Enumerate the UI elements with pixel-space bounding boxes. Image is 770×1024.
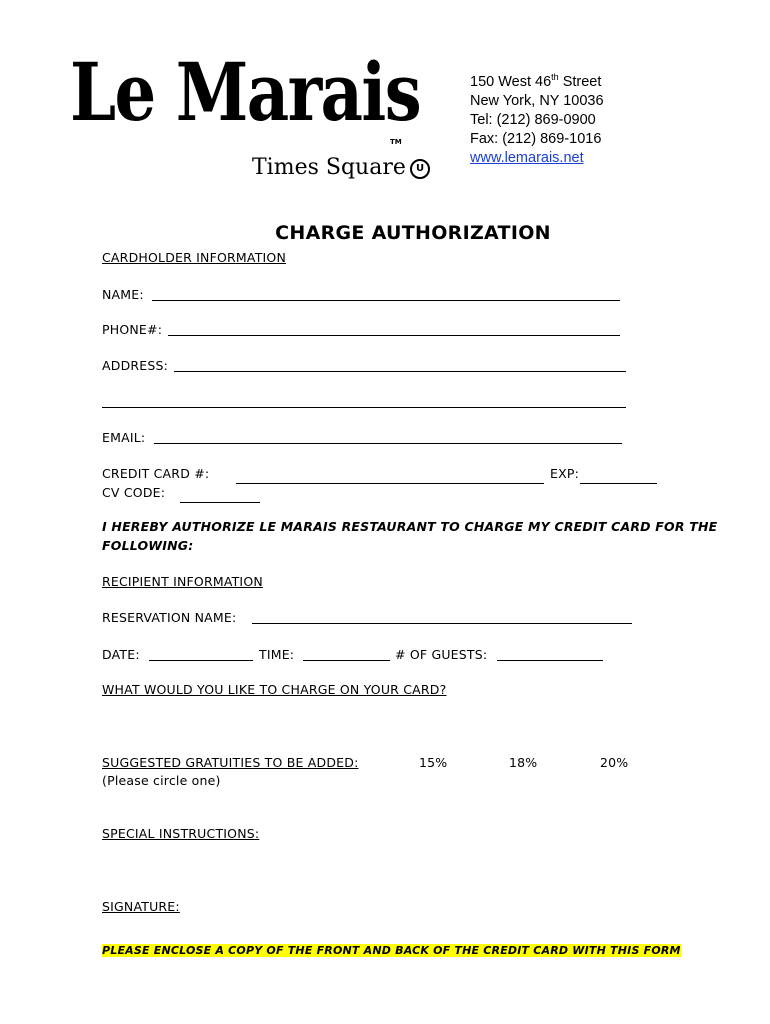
special-instructions-label: SPECIAL INSTRUCTIONS: <box>102 826 260 841</box>
name-field[interactable] <box>152 300 620 301</box>
cv-code-label: CV CODE: <box>102 485 166 500</box>
exp-field[interactable] <box>580 483 657 484</box>
gratuity-option-18[interactable]: 18% <box>509 755 538 770</box>
logo-trademark: TM <box>390 138 402 146</box>
street-address: 150 West 46th Street <box>470 72 602 90</box>
address-label: ADDRESS: <box>102 358 169 373</box>
logo-wordmark: Le Marais <box>70 45 420 139</box>
telephone: Tel: (212) 869-0900 <box>470 111 596 128</box>
fax: Fax: (212) 869-1016 <box>470 130 602 147</box>
signature-label: SIGNATURE: <box>102 899 180 914</box>
reservation-name-label: RESERVATION NAME: <box>102 610 237 625</box>
credit-card-field[interactable] <box>236 483 544 484</box>
gratuity-option-20[interactable]: 20% <box>600 755 629 770</box>
logo <box>70 45 450 192</box>
date-label: DATE: <box>102 647 140 662</box>
time-label: TIME: <box>259 647 295 662</box>
contact-block <box>470 68 604 168</box>
kosher-u-icon: U <box>410 159 430 179</box>
gratuity-note: (Please circle one) <box>102 773 221 788</box>
recipient-heading: RECIPIENT INFORMATION <box>102 574 263 589</box>
guests-field[interactable] <box>497 660 603 661</box>
reservation-name-field[interactable] <box>252 623 632 624</box>
guests-label: # OF GUESTS: <box>395 647 488 662</box>
website-link[interactable]: www.lemarais.net <box>470 149 584 166</box>
gratuity-option-15[interactable]: 15% <box>419 755 448 770</box>
page-title: CHARGE AUTHORIZATION <box>275 222 551 244</box>
date-field[interactable] <box>149 660 253 661</box>
enclose-copy-note: PLEASE ENCLOSE A COPY OF THE FRONT AND BACK OF THE CREDIT CARD WITH THIS FORM <box>102 944 681 957</box>
city-line: New York, NY 10036 <box>470 92 604 109</box>
authorization-statement-2: FOLLOWING: <box>102 538 194 553</box>
exp-label: EXP: <box>550 466 580 481</box>
credit-card-label: CREDIT CARD #: <box>102 466 210 481</box>
cardholder-heading: CARDHOLDER INFORMATION <box>102 250 287 265</box>
charge-question: WHAT WOULD YOU LIKE TO CHARGE ON YOUR CARD? <box>102 682 447 697</box>
phone-label: PHONE#: <box>102 322 163 337</box>
name-label: NAME: <box>102 287 144 302</box>
time-field[interactable] <box>303 660 390 661</box>
logo-subtitle: Times Square <box>252 155 406 180</box>
authorization-statement: I HEREBY AUTHORIZE LE MARAIS RESTAURANT TO CHARGE MY CREDIT CARD FOR THE <box>102 519 718 534</box>
address-field[interactable] <box>174 371 626 372</box>
phone-field[interactable] <box>168 335 620 336</box>
email-field[interactable] <box>154 443 622 444</box>
address-field-2[interactable] <box>102 407 626 408</box>
cv-code-field[interactable] <box>180 502 260 503</box>
email-label: EMAIL: <box>102 430 146 445</box>
gratuity-label: SUGGESTED GRATUITIES TO BE ADDED: <box>102 755 359 770</box>
